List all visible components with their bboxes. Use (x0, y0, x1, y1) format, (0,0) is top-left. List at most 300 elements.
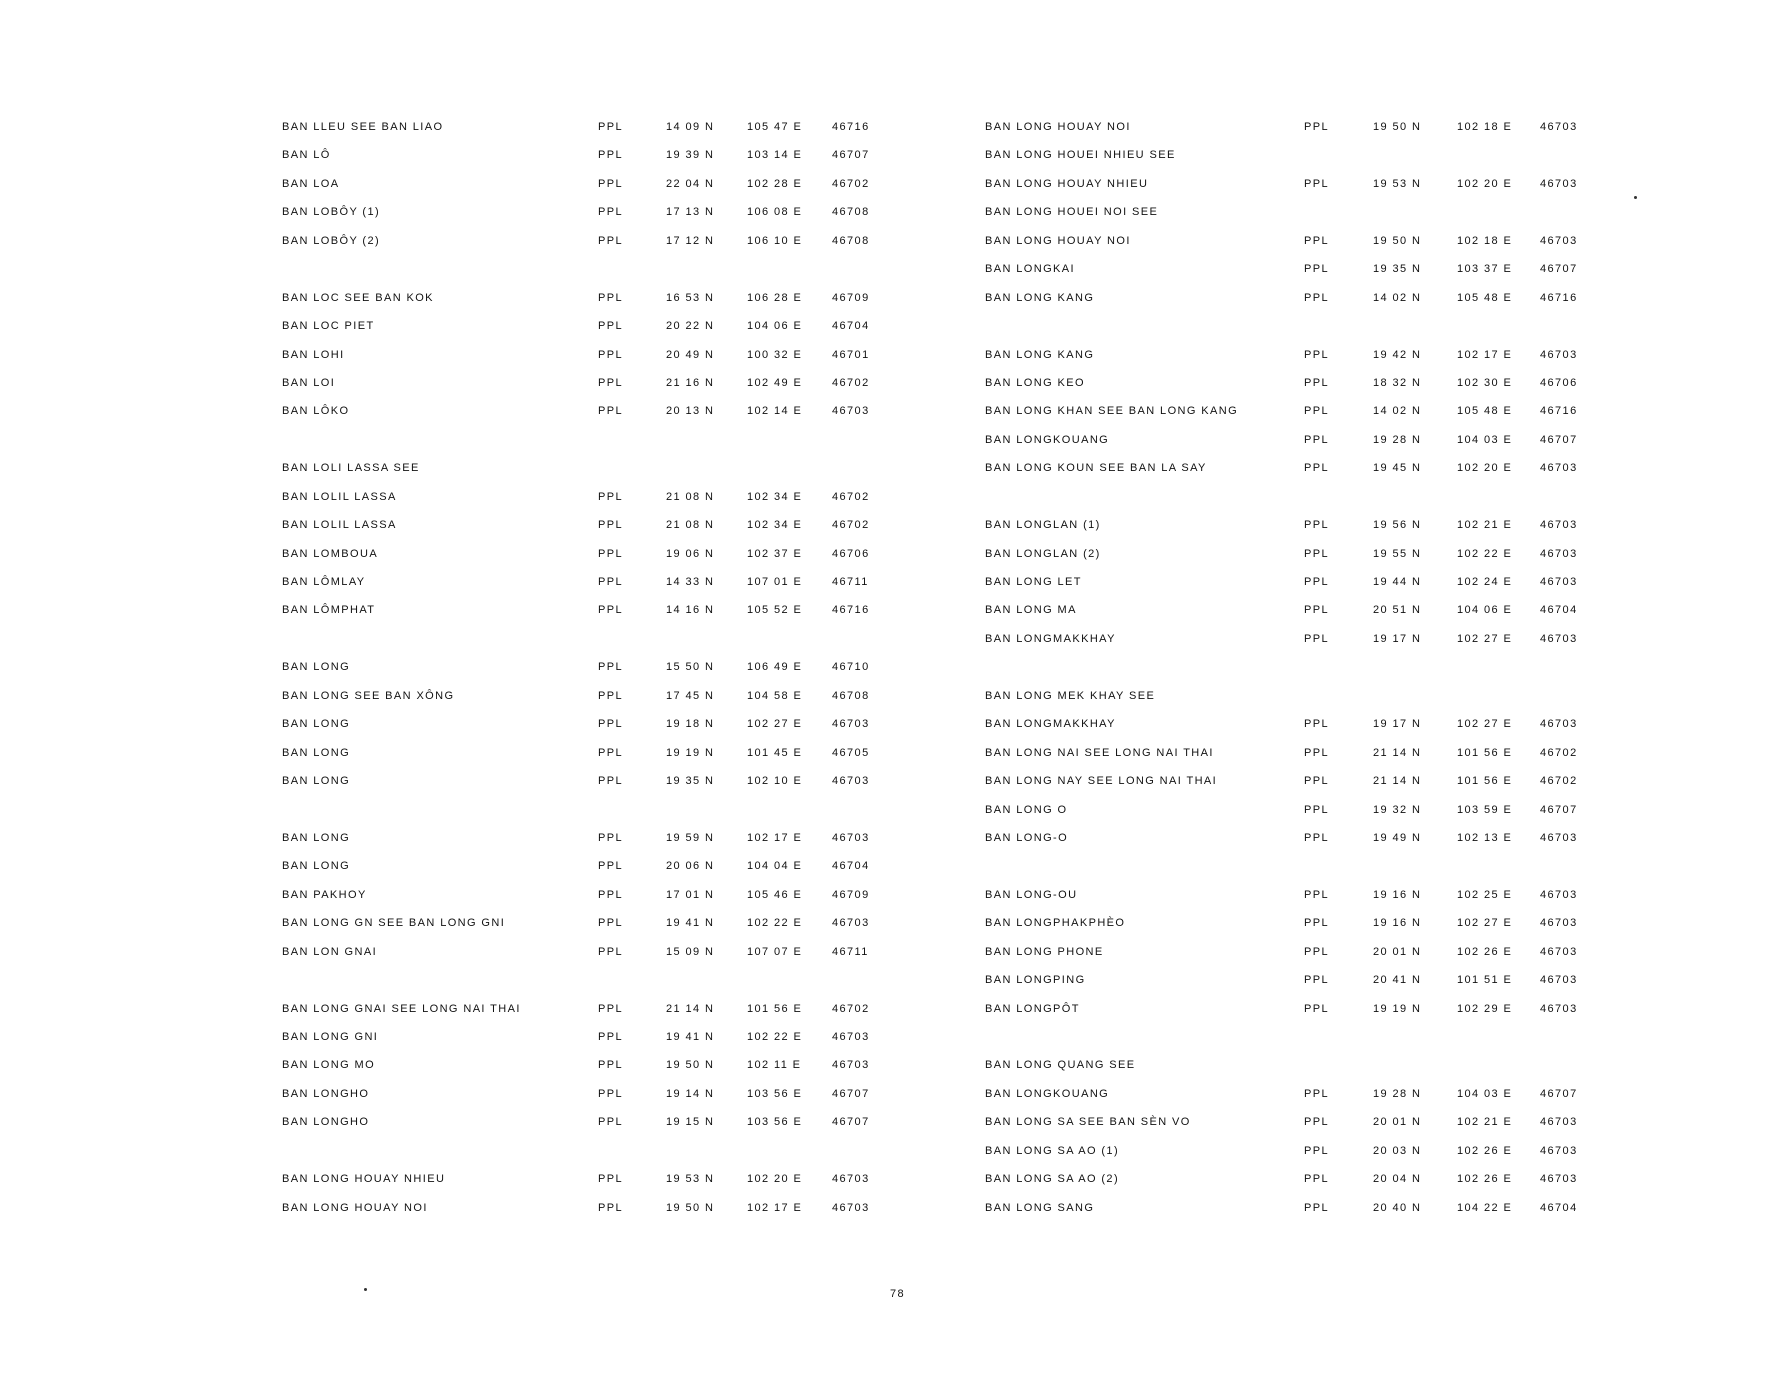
entry-row (282, 1111, 902, 1139)
longitude: 103 14 E (747, 149, 803, 162)
place-name: BAN LONGKOUANG (985, 1087, 1110, 1100)
latitude: 14 16 N (666, 604, 715, 617)
longitude: 102 26 E (1457, 945, 1513, 958)
latitude: 14 33 N (666, 576, 715, 588)
place-name: BAN LONG (282, 661, 351, 674)
map-code: 46703 (1540, 718, 1578, 731)
feature-type: PPL (1304, 888, 1329, 901)
map-code: 46703 (1540, 974, 1578, 987)
map-code: 46703 (832, 405, 870, 418)
entry-row (985, 799, 1605, 827)
place-name: BAN LONG MEK KHAY SEE (985, 689, 1156, 702)
longitude: 102 27 E (747, 718, 803, 731)
left-column (282, 116, 902, 1225)
place-name: BAN LONGPING (985, 974, 1086, 987)
entry-row (282, 173, 902, 201)
blank-row (282, 1140, 902, 1168)
longitude: 106 49 E (747, 661, 803, 674)
feature-type: PPL (598, 547, 623, 560)
latitude: 19 16 N (1373, 917, 1422, 930)
entry-row (282, 543, 902, 571)
feature-type: PPL (1304, 519, 1329, 532)
feature-type: PPL (598, 177, 623, 190)
place-name: BAN LONG SANG (985, 1201, 1095, 1214)
feature-type: PPL (1304, 433, 1329, 446)
map-code: 46703 (1540, 632, 1578, 645)
latitude: 19 41 N (666, 1031, 715, 1043)
latitude: 19 28 N (1373, 433, 1422, 446)
feature-type: PPL (1304, 1144, 1329, 1157)
map-code: 46704 (832, 860, 870, 873)
feature-type: PPL (1304, 376, 1329, 389)
latitude: 19 16 N (1373, 888, 1422, 901)
latitude: 19 15 N (666, 1116, 715, 1129)
scan-speck (1634, 196, 1637, 199)
longitude: 102 27 E (1457, 917, 1513, 930)
latitude: 16 53 N (666, 291, 715, 304)
entry-row (985, 457, 1605, 485)
latitude: 19 53 N (666, 1173, 715, 1186)
map-code: 46707 (1540, 263, 1578, 276)
map-code: 46703 (1540, 547, 1578, 560)
feature-type: PPL (598, 718, 623, 731)
latitude: 20 04 N (1373, 1173, 1422, 1186)
longitude: 104 03 E (1457, 1087, 1513, 1100)
latitude: 20 22 N (666, 320, 715, 333)
entry-row (985, 514, 1605, 542)
place-name: BAN PAKHOY (282, 888, 367, 901)
map-code: 46704 (1540, 1201, 1578, 1214)
longitude: 107 01 E (747, 576, 803, 588)
longitude: 102 17 E (1457, 348, 1513, 361)
latitude: 15 09 N (666, 945, 715, 958)
entry-row (282, 1026, 902, 1054)
longitude: 102 21 E (1457, 519, 1513, 532)
blank-row (282, 628, 902, 656)
blank-row (985, 855, 1605, 883)
longitude: 101 56 E (1457, 746, 1513, 759)
latitude: 19 55 N (1373, 547, 1422, 560)
place-name: BAN LONG HOUAY NOI (985, 121, 1131, 133)
longitude: 104 04 E (747, 860, 803, 873)
feature-type: PPL (598, 1116, 623, 1129)
place-name: BAN LÔ (282, 149, 331, 162)
place-name: BAN LONGKOUANG (985, 433, 1110, 446)
feature-type: PPL (1304, 917, 1329, 930)
place-name: BAN LONG KHAN SEE BAN LONG KANG (985, 405, 1239, 418)
place-name: BAN LONG QUANG SEE (985, 1059, 1136, 1072)
map-code: 46708 (832, 206, 870, 219)
latitude: 20 49 N (666, 348, 715, 361)
place-name: BAN LONG SA SEE BAN SÈN VO (985, 1116, 1191, 1129)
longitude: 102 26 E (1457, 1173, 1513, 1186)
place-name: BAN LONG GNI (282, 1031, 379, 1043)
map-code: 46703 (832, 1173, 870, 1186)
map-code: 46704 (1540, 604, 1578, 617)
map-code: 46706 (832, 547, 870, 560)
latitude: 20 51 N (1373, 604, 1422, 617)
map-code: 46707 (1540, 433, 1578, 446)
feature-type: PPL (598, 1059, 623, 1072)
latitude: 14 02 N (1373, 405, 1422, 418)
map-code: 46701 (832, 348, 870, 361)
latitude: 19 19 N (666, 746, 715, 759)
entry-row (282, 230, 902, 258)
entry-row (282, 685, 902, 713)
entry-row (985, 1168, 1605, 1196)
latitude: 14 02 N (1373, 291, 1422, 304)
latitude: 20 03 N (1373, 1144, 1422, 1157)
blank-row (985, 656, 1605, 684)
map-code: 46707 (1540, 1087, 1578, 1100)
map-code: 46702 (832, 177, 870, 190)
longitude: 102 17 E (747, 1201, 803, 1214)
latitude: 19 41 N (666, 917, 715, 930)
longitude: 102 22 E (747, 1031, 803, 1043)
map-code: 46710 (832, 661, 870, 674)
feature-type: PPL (1304, 632, 1329, 645)
longitude: 102 20 E (1457, 177, 1513, 190)
map-code: 46708 (832, 689, 870, 702)
latitude: 17 01 N (666, 888, 715, 901)
longitude: 102 28 E (747, 177, 803, 190)
feature-type: PPL (1304, 291, 1329, 304)
latitude: 21 16 N (666, 376, 715, 389)
feature-type: PPL (1304, 803, 1329, 816)
place-name: BAN LONG GNAI SEE LONG NAI THAI (282, 1002, 521, 1015)
map-code: 46703 (1540, 888, 1578, 901)
map-code: 46707 (832, 1116, 870, 1129)
place-name: BAN LONG HOUEI NHIEU SEE (985, 149, 1176, 162)
entry-row (985, 628, 1605, 656)
entry-row (282, 1083, 902, 1111)
feature-type: PPL (598, 234, 623, 247)
feature-type: PPL (1304, 1173, 1329, 1186)
place-name: BAN LONG-O (985, 831, 1069, 844)
longitude: 101 56 E (1457, 775, 1513, 788)
entry-row (282, 1197, 902, 1225)
entry-row (282, 144, 902, 172)
feature-type: PPL (598, 775, 623, 788)
longitude: 102 26 E (1457, 1144, 1513, 1157)
latitude: 18 32 N (1373, 376, 1422, 389)
place-name: BAN LONG SEE BAN XÔNG (282, 689, 455, 702)
page-number: 78 (890, 1288, 906, 1300)
longitude: 102 27 E (1457, 632, 1513, 645)
latitude: 19 50 N (666, 1201, 715, 1214)
map-code: 46703 (832, 775, 870, 788)
entry-row (282, 656, 902, 684)
longitude: 105 48 E (1457, 405, 1513, 418)
entry-row (985, 400, 1605, 428)
entry-row (985, 144, 1605, 172)
longitude: 102 37 E (747, 547, 803, 560)
entry-row (985, 1140, 1605, 1168)
place-name: BAN LOLIL LASSA (282, 519, 397, 532)
place-name: BAN LÔMPHAT (282, 604, 376, 617)
longitude: 102 20 E (747, 1173, 803, 1186)
feature-type: PPL (598, 320, 623, 333)
map-code: 46703 (832, 1201, 870, 1214)
place-name: BAN LONG HOUAY NHIEU (985, 177, 1149, 190)
latitude: 17 13 N (666, 206, 715, 219)
feature-type: PPL (1304, 974, 1329, 987)
entry-row (282, 912, 902, 940)
map-code: 46703 (832, 917, 870, 930)
entry-row (985, 884, 1605, 912)
longitude: 101 56 E (747, 1002, 803, 1015)
entry-row (985, 571, 1605, 599)
place-name: BAN LONG HOUEI NOI SEE (985, 206, 1159, 219)
feature-type: PPL (1304, 831, 1329, 844)
feature-type: PPL (1304, 1002, 1329, 1015)
latitude: 19 35 N (666, 775, 715, 788)
entry-row (282, 855, 902, 883)
map-code: 46702 (832, 519, 870, 532)
feature-type: PPL (598, 490, 623, 503)
longitude: 106 28 E (747, 291, 803, 304)
longitude: 104 58 E (747, 689, 803, 702)
map-code: 46705 (832, 746, 870, 759)
place-name: BAN LONG HOUAY NOI (282, 1201, 428, 1214)
latitude: 19 50 N (1373, 234, 1422, 247)
place-name: BAN LONG KANG (985, 348, 1095, 361)
feature-type: PPL (598, 576, 623, 588)
longitude: 102 29 E (1457, 1002, 1513, 1015)
entry-row (985, 912, 1605, 940)
latitude: 19 53 N (1373, 177, 1422, 190)
map-code: 46703 (1540, 1116, 1578, 1129)
entry-row (282, 827, 902, 855)
map-code: 46703 (832, 1031, 870, 1043)
latitude: 15 50 N (666, 661, 715, 674)
place-name: BAN LONG KEO (985, 376, 1085, 389)
latitude: 20 40 N (1373, 1201, 1422, 1214)
map-code: 46703 (1540, 1144, 1578, 1157)
feature-type: PPL (1304, 121, 1329, 133)
longitude: 102 21 E (1457, 1116, 1513, 1129)
place-name: BAN LONGLAN (1) (985, 519, 1101, 532)
entry-row (985, 1054, 1605, 1082)
longitude: 102 11 E (747, 1059, 802, 1072)
latitude: 19 17 N (1373, 718, 1422, 731)
feature-type: PPL (598, 291, 623, 304)
longitude: 104 22 E (1457, 1201, 1513, 1214)
entry-row (985, 713, 1605, 741)
entry-row (282, 372, 902, 400)
map-code: 46703 (832, 1059, 870, 1072)
entry-row (282, 713, 902, 741)
entry-row (282, 457, 902, 485)
feature-type: PPL (598, 831, 623, 844)
longitude: 105 46 E (747, 888, 803, 901)
map-code: 46703 (1540, 234, 1578, 247)
longitude: 101 45 E (747, 746, 803, 759)
latitude: 19 18 N (666, 718, 715, 731)
entry-row (985, 827, 1605, 855)
longitude: 102 30 E (1457, 376, 1513, 389)
map-code: 46711 (832, 945, 869, 958)
latitude: 21 14 N (666, 1002, 715, 1015)
map-code: 46707 (832, 1087, 870, 1100)
feature-type: PPL (598, 1031, 623, 1043)
longitude: 102 34 E (747, 490, 803, 503)
latitude: 17 45 N (666, 689, 715, 702)
longitude: 105 52 E (747, 604, 803, 617)
longitude: 104 06 E (1457, 604, 1513, 617)
longitude: 102 17 E (747, 831, 803, 844)
place-name: BAN LOBÔY (2) (282, 234, 381, 247)
place-name: BAN LOLI LASSA SEE (282, 462, 420, 475)
place-name: BAN LONG LET (985, 576, 1082, 588)
place-name: BAN LONG (282, 860, 351, 873)
map-code: 46703 (1540, 576, 1578, 588)
entry-row (282, 201, 902, 229)
blank-row (282, 258, 902, 286)
longitude: 100 32 E (747, 348, 803, 361)
longitude: 102 13 E (1457, 831, 1513, 844)
feature-type: PPL (598, 376, 623, 389)
map-code: 46707 (1540, 803, 1578, 816)
feature-type: PPL (598, 405, 623, 418)
place-name: BAN LOBÔY (1) (282, 206, 381, 219)
feature-type: PPL (1304, 405, 1329, 418)
feature-type: PPL (1304, 348, 1329, 361)
place-name: BAN LOC PIET (282, 320, 375, 333)
entry-row (985, 770, 1605, 798)
entry-row (985, 543, 1605, 571)
entry-row (282, 770, 902, 798)
entry-row (985, 429, 1605, 457)
latitude: 19 06 N (666, 547, 715, 560)
place-name: BAN LONGMAKKHAY (985, 632, 1116, 645)
map-code: 46703 (1540, 462, 1578, 475)
map-code: 46703 (1540, 945, 1578, 958)
longitude: 105 47 E (747, 121, 803, 133)
map-code: 46704 (832, 320, 870, 333)
feature-type: PPL (598, 1201, 623, 1214)
place-name: BAN LOMBOUA (282, 547, 379, 560)
place-name: BAN LON GNAI (282, 945, 378, 958)
feature-type: PPL (598, 689, 623, 702)
place-name: BAN LONG (282, 746, 351, 759)
entry-row (985, 116, 1605, 144)
longitude: 102 22 E (747, 917, 803, 930)
feature-type: PPL (1304, 177, 1329, 190)
latitude: 19 28 N (1373, 1087, 1422, 1100)
place-name: BAN LONG (282, 775, 351, 788)
longitude: 102 34 E (747, 519, 803, 532)
latitude: 19 17 N (1373, 632, 1422, 645)
longitude: 107 07 E (747, 945, 803, 958)
latitude: 20 06 N (666, 860, 715, 873)
longitude: 104 03 E (1457, 433, 1513, 446)
place-name: BAN LONGHO (282, 1087, 370, 1100)
entry-row (985, 258, 1605, 286)
blank-row (985, 315, 1605, 343)
feature-type: PPL (598, 1002, 623, 1015)
place-name: BAN LONG KOUN SEE BAN LA SAY (985, 462, 1207, 475)
place-name: BAN LONGPHAKPHÈO (985, 917, 1126, 930)
latitude: 19 32 N (1373, 803, 1422, 816)
feature-type: PPL (598, 519, 623, 532)
map-code: 46709 (832, 888, 870, 901)
longitude: 102 14 E (747, 405, 803, 418)
place-name: BAN LONG KANG (985, 291, 1095, 304)
latitude: 19 35 N (1373, 263, 1422, 276)
latitude: 20 01 N (1373, 945, 1422, 958)
latitude: 19 44 N (1373, 576, 1422, 588)
entry-row (282, 1168, 902, 1196)
feature-type: PPL (598, 661, 623, 674)
latitude: 20 01 N (1373, 1116, 1422, 1129)
longitude: 101 51 E (1457, 974, 1513, 987)
entry-row (985, 287, 1605, 315)
latitude: 21 14 N (1373, 775, 1422, 788)
latitude: 22 04 N (666, 177, 715, 190)
latitude: 19 19 N (1373, 1002, 1422, 1015)
map-code: 46703 (832, 831, 870, 844)
feature-type: PPL (598, 945, 623, 958)
map-code: 46707 (832, 149, 870, 162)
blank-row (985, 486, 1605, 514)
feature-type: PPL (598, 121, 623, 133)
latitude: 17 12 N (666, 234, 715, 247)
feature-type: PPL (1304, 604, 1329, 617)
map-code: 46703 (1540, 177, 1578, 190)
place-name: BAN LOHI (282, 348, 345, 361)
place-name: BAN LONGMAKKHAY (985, 718, 1116, 731)
latitude: 19 56 N (1373, 519, 1422, 532)
entry-row (985, 998, 1605, 1026)
longitude: 102 20 E (1457, 462, 1513, 475)
feature-type: PPL (598, 746, 623, 759)
entry-row (282, 941, 902, 969)
latitude: 19 50 N (666, 1059, 715, 1072)
latitude: 19 50 N (1373, 121, 1422, 133)
place-name: BAN LONG (282, 831, 351, 844)
place-name: BAN LÔMLAY (282, 576, 366, 588)
map-code: 46708 (832, 234, 870, 247)
entry-row (985, 372, 1605, 400)
entry-row (985, 969, 1605, 997)
place-name: BAN LOC SEE BAN KOK (282, 291, 434, 304)
blank-row (985, 1026, 1605, 1054)
map-code: 46711 (832, 576, 869, 588)
map-code: 46703 (1540, 519, 1578, 532)
entry-row (282, 287, 902, 315)
scan-speck (364, 1288, 367, 1291)
entry-row (985, 201, 1605, 229)
longitude: 102 25 E (1457, 888, 1513, 901)
entry-row (282, 486, 902, 514)
place-name: BAN LONG O (985, 803, 1068, 816)
entry-row (985, 230, 1605, 258)
place-name: BAN LONG NAI SEE LONG NAI THAI (985, 746, 1214, 759)
feature-type: PPL (598, 1173, 623, 1186)
longitude: 102 24 E (1457, 576, 1513, 588)
latitude: 21 14 N (1373, 746, 1422, 759)
place-name: BAN LONG-OU (985, 888, 1078, 901)
map-code: 46703 (1540, 348, 1578, 361)
place-name: BAN LONG HOUAY NOI (985, 234, 1131, 247)
latitude: 19 45 N (1373, 462, 1422, 475)
place-name: BAN LONG NAY SEE LONG NAI THAI (985, 775, 1218, 788)
map-code: 46703 (1540, 831, 1578, 844)
place-name: BAN LOI (282, 376, 336, 389)
longitude: 103 37 E (1457, 263, 1513, 276)
longitude: 102 18 E (1457, 234, 1513, 247)
